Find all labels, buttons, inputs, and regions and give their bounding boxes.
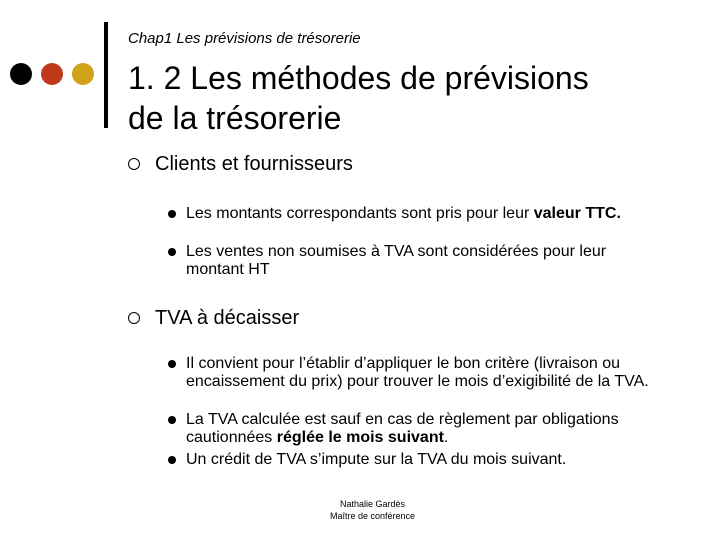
hollow-circle-bullet-icon xyxy=(128,312,140,324)
chapter-subtitle: Chap1 Les prévisions de trésorerie xyxy=(128,30,361,47)
footer-author: Nathalie Gardès xyxy=(339,499,406,509)
title-divider-bar xyxy=(104,22,108,128)
list-item-text: Les ventes non soumises à TVA sont considérées pour leur montant HT xyxy=(186,243,607,278)
filled-bullet-icon xyxy=(168,360,176,368)
page-title-line-2: de la trésorerie xyxy=(128,100,342,136)
list-item-text: Un crédit de TVA s’impute sur la TVA du mois suivant. xyxy=(186,451,567,468)
filled-bullet-icon xyxy=(168,248,176,256)
footer-role: Maître de conférence xyxy=(329,511,416,521)
decoration-dot-gold xyxy=(72,63,94,85)
bullet-bold-text: réglée le mois suivant xyxy=(276,429,444,446)
list-item-text xyxy=(186,205,666,223)
bullet-text: Les montants correspondants sont pris pour leur xyxy=(186,205,534,222)
decoration-dot-black xyxy=(10,63,32,85)
filled-bullet-icon xyxy=(168,210,176,218)
bullet-bold-text: valeur TTC. xyxy=(533,205,621,222)
section-heading-text: Clients et fournisseurs xyxy=(155,153,353,175)
list-item-text: Il convient pour l’établir d’appliquer le bon critère (livraison ou encaissement du prix) pour trouver le mois d’exigibilité de la TVA. xyxy=(186,355,649,390)
list-item-text xyxy=(186,411,666,447)
decoration-dot-red xyxy=(41,63,63,85)
page-title xyxy=(128,58,589,138)
section-heading-text: TVA à décaisser xyxy=(155,307,300,329)
filled-bullet-icon xyxy=(168,456,176,464)
hollow-circle-bullet-icon xyxy=(128,158,140,170)
bullet-tail-text: . xyxy=(443,429,449,446)
page-title-line-1: 1. 2 Les méthodes de prévisions xyxy=(128,60,589,96)
bullet-text: La TVA calculée est sauf en cas de règlement par obligations cautionnées xyxy=(186,411,619,446)
filled-bullet-icon xyxy=(168,416,176,424)
footer xyxy=(0,498,720,522)
